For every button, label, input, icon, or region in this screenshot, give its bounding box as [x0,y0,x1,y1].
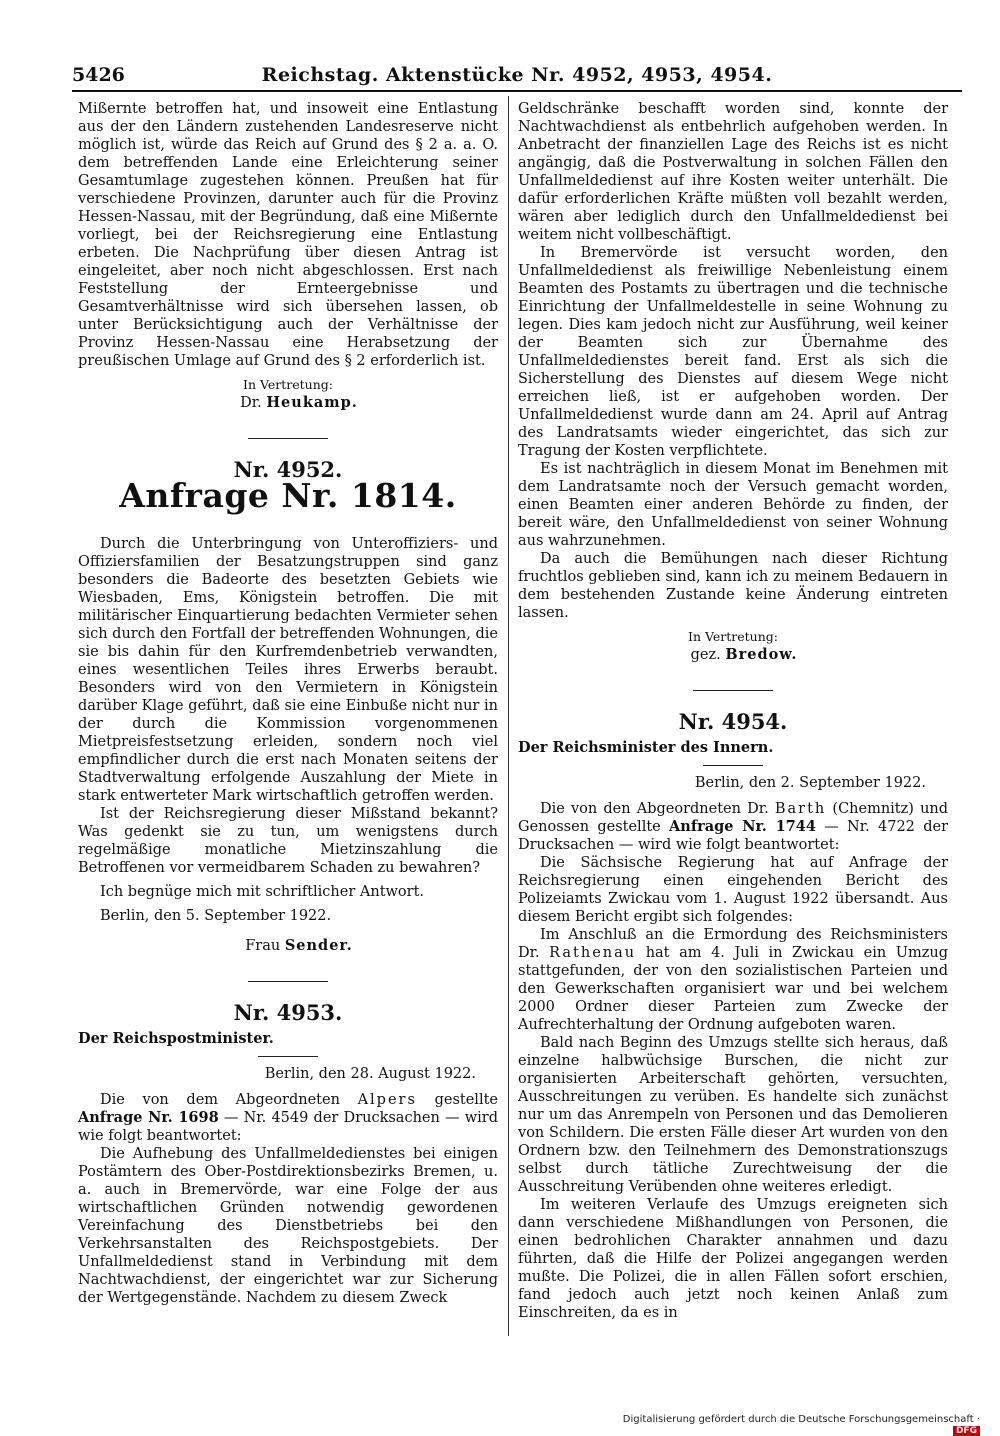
text-fragment: (Chemnitz) und Genossen gestellte [518,801,949,835]
signature-prefix: gez. [690,647,721,663]
reply-intro-4954 [518,800,948,854]
text-fragment: — Nr. 4549 der Drucksachen — wird wie folgt beantwortet: [78,1110,499,1144]
section-number-4953: Nr. 4953. [233,1000,343,1025]
signature-name: Heukamp. [266,394,358,411]
in-vertretung-label: In Vertretung: [688,629,778,644]
text-fragment: Die von dem Abgeordneten [100,1092,340,1108]
reply-paragraph-1: Geldschränke beschafft worden sind, konnte der Nachtwachdienst als entbehrlich aufgehoben werden. In Anbetracht der finanziellen Lage des Reichs ist es nicht angängig, daß die Postverwaltung in solchen Fällen den Unfallmeldedienst auf ihre Kosten weiter unterhält. Die dafür erforderlichen Kräfte müßten voll bezahlt werden, wären aber lediglich durch den Unfallmeldedienst bei weitem nicht vollbeschäftigt. [518,101,948,243]
signature-name: Sender. [284,937,353,954]
anfrage-paragraph-1: Durch die Unterbringung von Unteroffiziers- und Offiziersfamilien der Besatzungstruppen sind ganz besonders die Badeorte des besetzten Gebiets wie Wiesbaden, Ems, Königstein betroffen. Die mit militärischer Einquartierung bedachten Vermieter sehen sich durch den Fortfall der betreffenden Wohnungen, die sie bis dahin für den Kurfremdenbetrieb verwandten, eines wesentlichen Teiles ihres Erwerbs beraubt. Besonders wird von den Vermietern in Königstein darüber Klage geführt, daß sie eine Einbuße nicht nur in der durch die Kommission vorgenommenen Mietpreisfestsetzung erleiden, sondern noch viel empfindlicher durch die erst nach Monaten seitens der Stadtverwaltung erfolgende Auszahlung der Miete in stark entwerteter Mark wirtschaftlich getroffen werden. [78,536,498,804]
text-fragment: Die von den Abgeordneten Dr. [540,801,769,817]
anfrage-paragraph-3: Ich begnüge mich mit schriftlicher Antwort. [100,884,425,900]
minister-heading-4953: Der Reichspostminister. [78,1030,274,1047]
footer-text: Digitalisierung gefördert durch die Deutsche Forschungsgemeinschaft · [622,1414,980,1425]
signature-sender [78,937,498,955]
reply-paragraph-8: Bald nach Beginn des Umzugs stellte sich heraus, daß einzelne halbwüchsige Burschen, die nicht zur organisierten Arbeiterschaft gehörten, versuchten, Ausschreitungen zu verüben. Es handelte sich zunächst nur um das Anrempeln von Personen und das Demolieren von Schildern. Die ersten Fälle dieser Art wurden von den Ordnern bzw. den Teilnehmern des Demonstrationszugs selbst durch tätliche Zurechtweisung der die Ausschreitung Verübenden ohne weiteres erledigt. [518,1035,948,1195]
header-title: Reichstag. Aktenstücke Nr. 4952, 4953, 4954. [261,64,773,86]
reply-paragraph-4: Da auch die Bemühungen nach dieser Richtung fruchtlos geblieben sind, kann ich zu meinem Bedauern in dem bestehenden Zustande keine Änderung eintreten lassen. [518,551,948,621]
signature-prefix: Dr. [240,395,262,411]
reply-intro-4953 [78,1091,498,1145]
dateline-4953: Berlin, den 28. August 1922. [264,1066,476,1082]
deputy-name: Alpers [357,1092,417,1108]
column-divider [508,96,509,1336]
anfrage-paragraph-2: Ist der Reichsregierung dieser Mißstand bekannt? Was gedenkt sie zu tun, um wenigstens durch regelmäßige monatliche Mietzinszahlung die Betroffenen vor vermeidbarem Schaden zu bewahren? [78,806,498,876]
reply-paragraph-9: Im weiteren Verlaufe des Umzugs ereigneten sich dann verschiedene Mißhandlungen von Personen, die einen bedrohlichen Charakter annahmen und dazu führten, daß die Hilfe der Polizei angegangen werden mußte. Die Polizei, die in allen Fällen sofort erschien, fand jedoch auch jetzt noch keinen Anlaß zum Einschreiten, da es in [518,1197,948,1321]
section-number-4954: Nr. 4954. [678,709,788,734]
anfrage-reference: Anfrage Nr. 1698 [78,1109,219,1126]
reply-paragraph-3: Es ist nachträglich in diesem Monat im Benehmen mit dem Landratsamte noch der Versuch gemacht worden, einen Beamten einer anderen Behörde zu finden, der bereit wäre, den Unfallmeldedienst von seiner Wohnung aus wahrzunehmen. [518,461,948,549]
short-rule [258,1056,318,1057]
section-number-4952: Nr. 4952. [233,457,343,482]
person-name: Rathenau [549,945,637,961]
signature-prefix: Frau [245,938,281,954]
reply-paragraph-6: Die Sächsische Regierung hat auf Anfrage der Reichsregierung einen eingehenden Bericht des Polizeiamts Zwickau vom 1. August 1922 übersandt. Aus diesem Bericht ergibt sich folgendes: [518,855,948,925]
dateline-4954: Berlin, den 2. September 1922. [694,775,926,791]
section-rule [248,438,328,439]
reply-paragraph-2: In Bremervörde ist versucht worden, den Unfallmeldedienst als freiwillige Nebenleistung einem Beamten des Postamts zu übertragen und die technische Einrichtung der Unfallmeldestelle in seine Wohnung zu legen. Dies kam jedoch nicht zur Ausführung, weil keiner der Beamten sich zur Übernahme des Unfallmeldedienstes bereit fand. Erst als sich die Sicherstellung des Dienstes auf diesem Wege nicht erreichen ließ, ist er aufgehoben worden. Der Unfallmeldedienst wurde dann am 24. April auf Antrag des Landratsamts wieder eingerichtet, das sich zur Tragung der Kosten verpflichtete. [518,245,948,459]
page-header [72,60,962,92]
reply-paragraph-7 [518,926,948,1034]
digitization-footer [610,1414,980,1436]
deputy-name: Barth [774,801,827,817]
in-vertretung-label: In Vertretung: [243,377,333,392]
minister-heading-4954: Der Reichsminister des Innern. [518,739,774,756]
anfrage-title: Anfrage Nr. 1814. [119,476,457,515]
text-fragment: — Nr. 4722 der Drucksachen — wird wie folgt beantwortet: [518,819,948,853]
text-fragment: gestellte [434,1092,498,1108]
reply-body-4953: Die Aufhebung des Unfallmeldedienstes bei einigen Postämtern des Ober-Postdirektionsbezirks Bremen, u. a. auch in Bremervörde, war eine Folge der aus wirtschaftlichen Gründen notwendig gewordenen Vereinfachung des Dienstbetriebs bei den Verkehrsanstalten des Reichspostgebiets. Der Unfallmeldedienst stand in Verbindung mit dem Nachtwachdienst, der eingerichtet war zur Sicherung der Wertgegenstände. Nachdem zu diesem Zweck [78,1146,498,1306]
text-fragment: hat am 4. Juli in Zwickau ein Umzug stattgefunden, der von den sozialistischen Parteien und den Gewerkschaften organisiert war und bei welchem 2000 Ordner dieser Parteien zum Zwecke der Aufrechterhaltung der Ordnung aufgeboten waren. [518,945,948,1033]
section-rule [693,690,773,691]
left-column [78,100,498,1307]
signature-name: Bredow. [725,646,798,663]
section-rule [248,981,328,982]
text-fragment: Im Anschluß an die Ermordung des Reichsministers Dr. [518,927,948,961]
signature-heukamp [78,394,498,412]
right-column [518,100,948,1322]
anfrage-reference: Anfrage Nr. 1744 [669,818,816,835]
intro-paragraph: Mißernte betroffen hat, und insoweit eine Entlastung aus der den Ländern zustehenden Landesreserve nicht möglich ist, würde das Reich auf Grund des § 2 a. a. O. dem betreffenden Lande eine Erleichterung seiner Gesamtumlage zugestehen können. Preußen hat für verschiedene Provinzen, darunter auch für die Provinz Hessen-Nassau, mit der Begründung, daß eine Mißernte vorliegt, bei der Reichsregierung eine Entlastung erbeten. Die Nachprüfung über diesen Antrag ist eingeleitet, aber noch nicht abgeschlossen. Erst nach Feststellung der Ernteergebnisse und Gesamtverhältnisse wird sich übersehen lassen, ob unter Berücksichtigung auch der Verhältnisse der Provinz Hessen-Nassau eine Herabsetzung der preußischen Umlage auf Grund des § 2 erforderlich ist. [78,101,498,369]
dfg-logo: DFG [953,1426,980,1436]
page-number: 5426 [72,64,125,86]
signature-bredow [518,646,948,664]
anfrage-date: Berlin, den 5. September 1922. [100,908,332,924]
short-rule [703,765,763,766]
